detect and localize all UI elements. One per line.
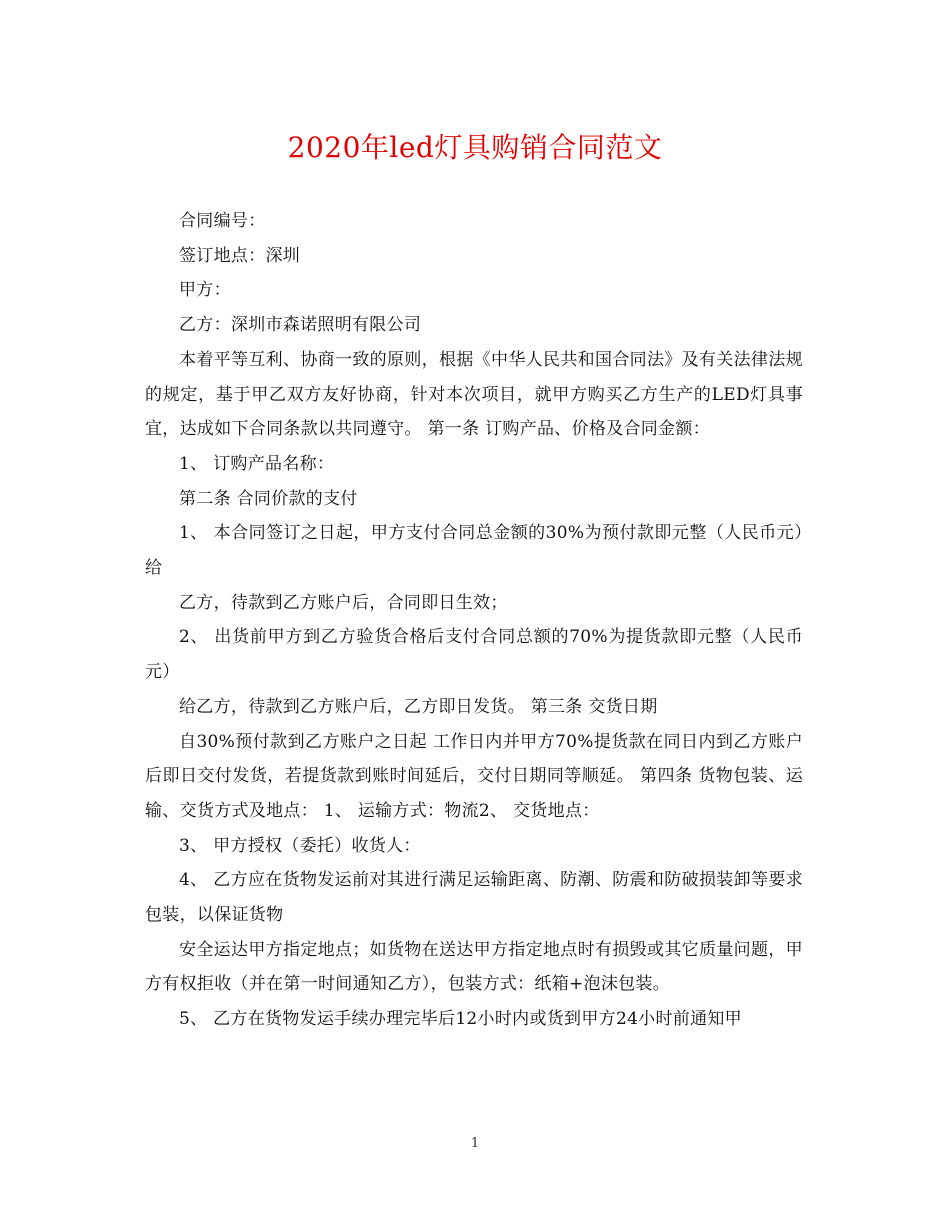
paragraph-payment-1-cont: 乙方，待款到乙方账户后，合同即日生效；: [179, 592, 508, 613]
paragraph-article-2: 第二条 合同价款的支付: [179, 488, 358, 509]
paragraph-party-a: 甲方：: [179, 280, 231, 301]
paragraph-signing-place: 签订地点：深圳: [179, 245, 301, 266]
paragraph-delivery-date: 自30%预付款到乙方账户之日起 工作日内并甲方70%提货款在同日内到乙方账户后即日交付发货，若提货款到账时间延后，交付日期同等顺延。 第四条 货物包装、运输、交货方式及地点： 1、 运输方式：物流2、 交货地点：: [145, 731, 803, 821]
paragraph-consignee: 3、 甲方授权（委托）收货人：: [179, 835, 421, 856]
paragraph-product-name: 1、 订购产品名称：: [179, 453, 335, 474]
paragraph-party-b: 乙方：深圳市森诺照明有限公司: [179, 315, 422, 336]
paragraph-contract-number: 合同编号：: [179, 211, 266, 231]
paragraph-payment-1: 1、 本合同签订之日起，甲方支付合同总金额的30%为预付款即元整（人民币元）给: [145, 523, 803, 579]
paragraph-preamble: 本着平等互利、协商一致的原则，根据《中华人民共和国合同法》及有关法律法规的规定，基于甲乙双方友好协商，针对本次项目，就甲方购买乙方生产的LED灯具事宜，达成如下合同条款以共同遵守。 第一条 订购产品、价格及合同金额：: [145, 349, 803, 440]
paragraph-payment-2: 2、 出货前甲方到乙方验货合格后支付合同总额的70%为提货款即元整（人民币元）: [145, 627, 803, 683]
paragraph-packaging-cont: 安全运达甲方指定地点；如货物在送达甲方指定地点时有损毁或其它质量问题，甲方有权拒收（并在第一时间通知乙方），包装方式：纸箱+泡沫包装。: [145, 939, 803, 995]
paragraph-packaging: 4、 乙方应在货物发运前对其进行满足运输距离、防潮、防震和防破损装卸等要求包装，以保证货物: [145, 870, 803, 926]
document-title: 2020年led灯具购销合同范文: [287, 131, 663, 164]
paragraph-payment-2-cont: 给乙方，待款到乙方账户后，乙方即日发货。 第三条 交货日期: [179, 696, 658, 717]
paragraph-notice: 5、 乙方在货物发运手续办理完毕后12小时内或货到甲方24小时前通知甲: [179, 1009, 742, 1030]
page-number: 1: [470, 1136, 480, 1151]
document-body: [145, 204, 803, 1037]
